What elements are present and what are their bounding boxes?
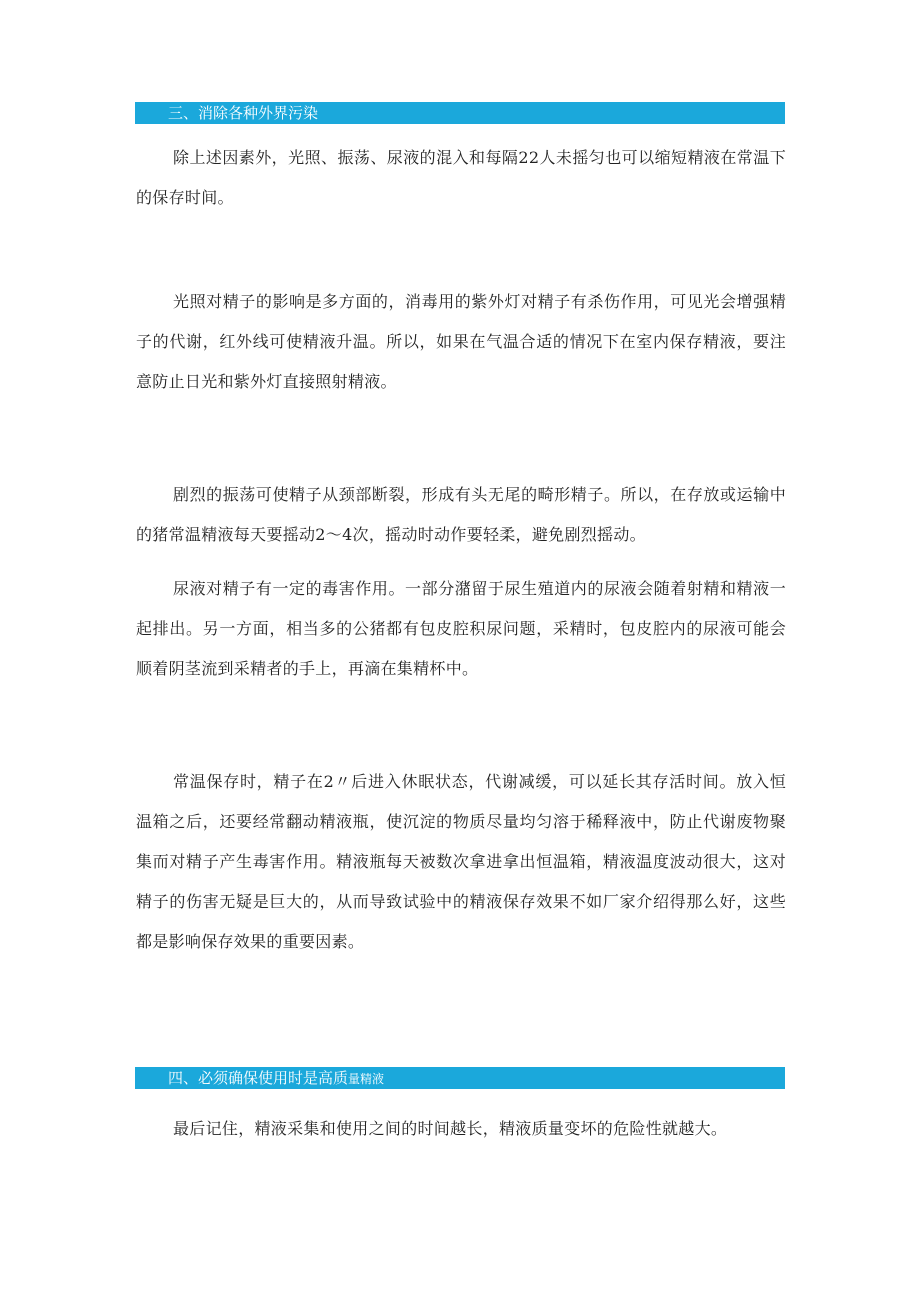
paragraph-intro: 除上述因素外，光照、振荡、尿液的混入和每隔22人未摇匀也可以缩短精液在常温下的保存时间。	[136, 148, 786, 207]
paragraph-shaking: 剧烈的振荡可使精子从颈部断裂，形成有头无尾的畸形精子。所以，在存放或运输中的猪常温精液每天要摇动2〜4次，摇动时动作要轻柔，避免剧烈摇动。	[136, 485, 786, 544]
paragraph-storage: 常温保存时，精子在2〃后进入休眠状态，代谢减缓，可以延长其存活时间。放入恒温箱之后，还要经常翻动精液瓶，使沉淀的物质尽量均匀溶于稀释液中，防止代谢废物聚集而对精子产生毒害作用。精液瓶每天被数次拿进拿出恒温箱，精液温度波动很大，这对精子的伤害无疑是巨大的，从而导致试验中的精液保存效果不如厂家介绍得那么好，这些都是影响保存效果的重要因素。	[136, 772, 786, 951]
paragraph-light: 光照对精子的影响是多方面的，消毒用的紫外灯对精子有杀伤作用，可见光会增强精子的代谢，红外线可使精液升温。所以，如果在气温合适的情况下在室内保存精液，要注意防止日光和紫外灯直接照射精液。	[136, 292, 786, 391]
paragraph-conclusion: 最后记住，精液采集和使用之间的时间越长，精液质量变坏的危险性就越大。	[173, 1119, 728, 1138]
section-header-4	[135, 1067, 785, 1089]
paragraph-urine: 尿液对精子有一定的毒害作用。一部分潴留于尿生殖道内的尿液会随着射精和精液一起排出。另一方面，相当多的公猪都有包皮腔积尿问题，采精时，包皮腔内的尿液可能会顺着阴茎流到采精者的手上，再滴在集精杯中。	[136, 579, 786, 678]
section-header-3	[135, 102, 785, 124]
section-title: 三、消除各种外界污染	[168, 104, 319, 122]
section-title: 四、必须确保使用时是高质量精液	[168, 1069, 385, 1087]
